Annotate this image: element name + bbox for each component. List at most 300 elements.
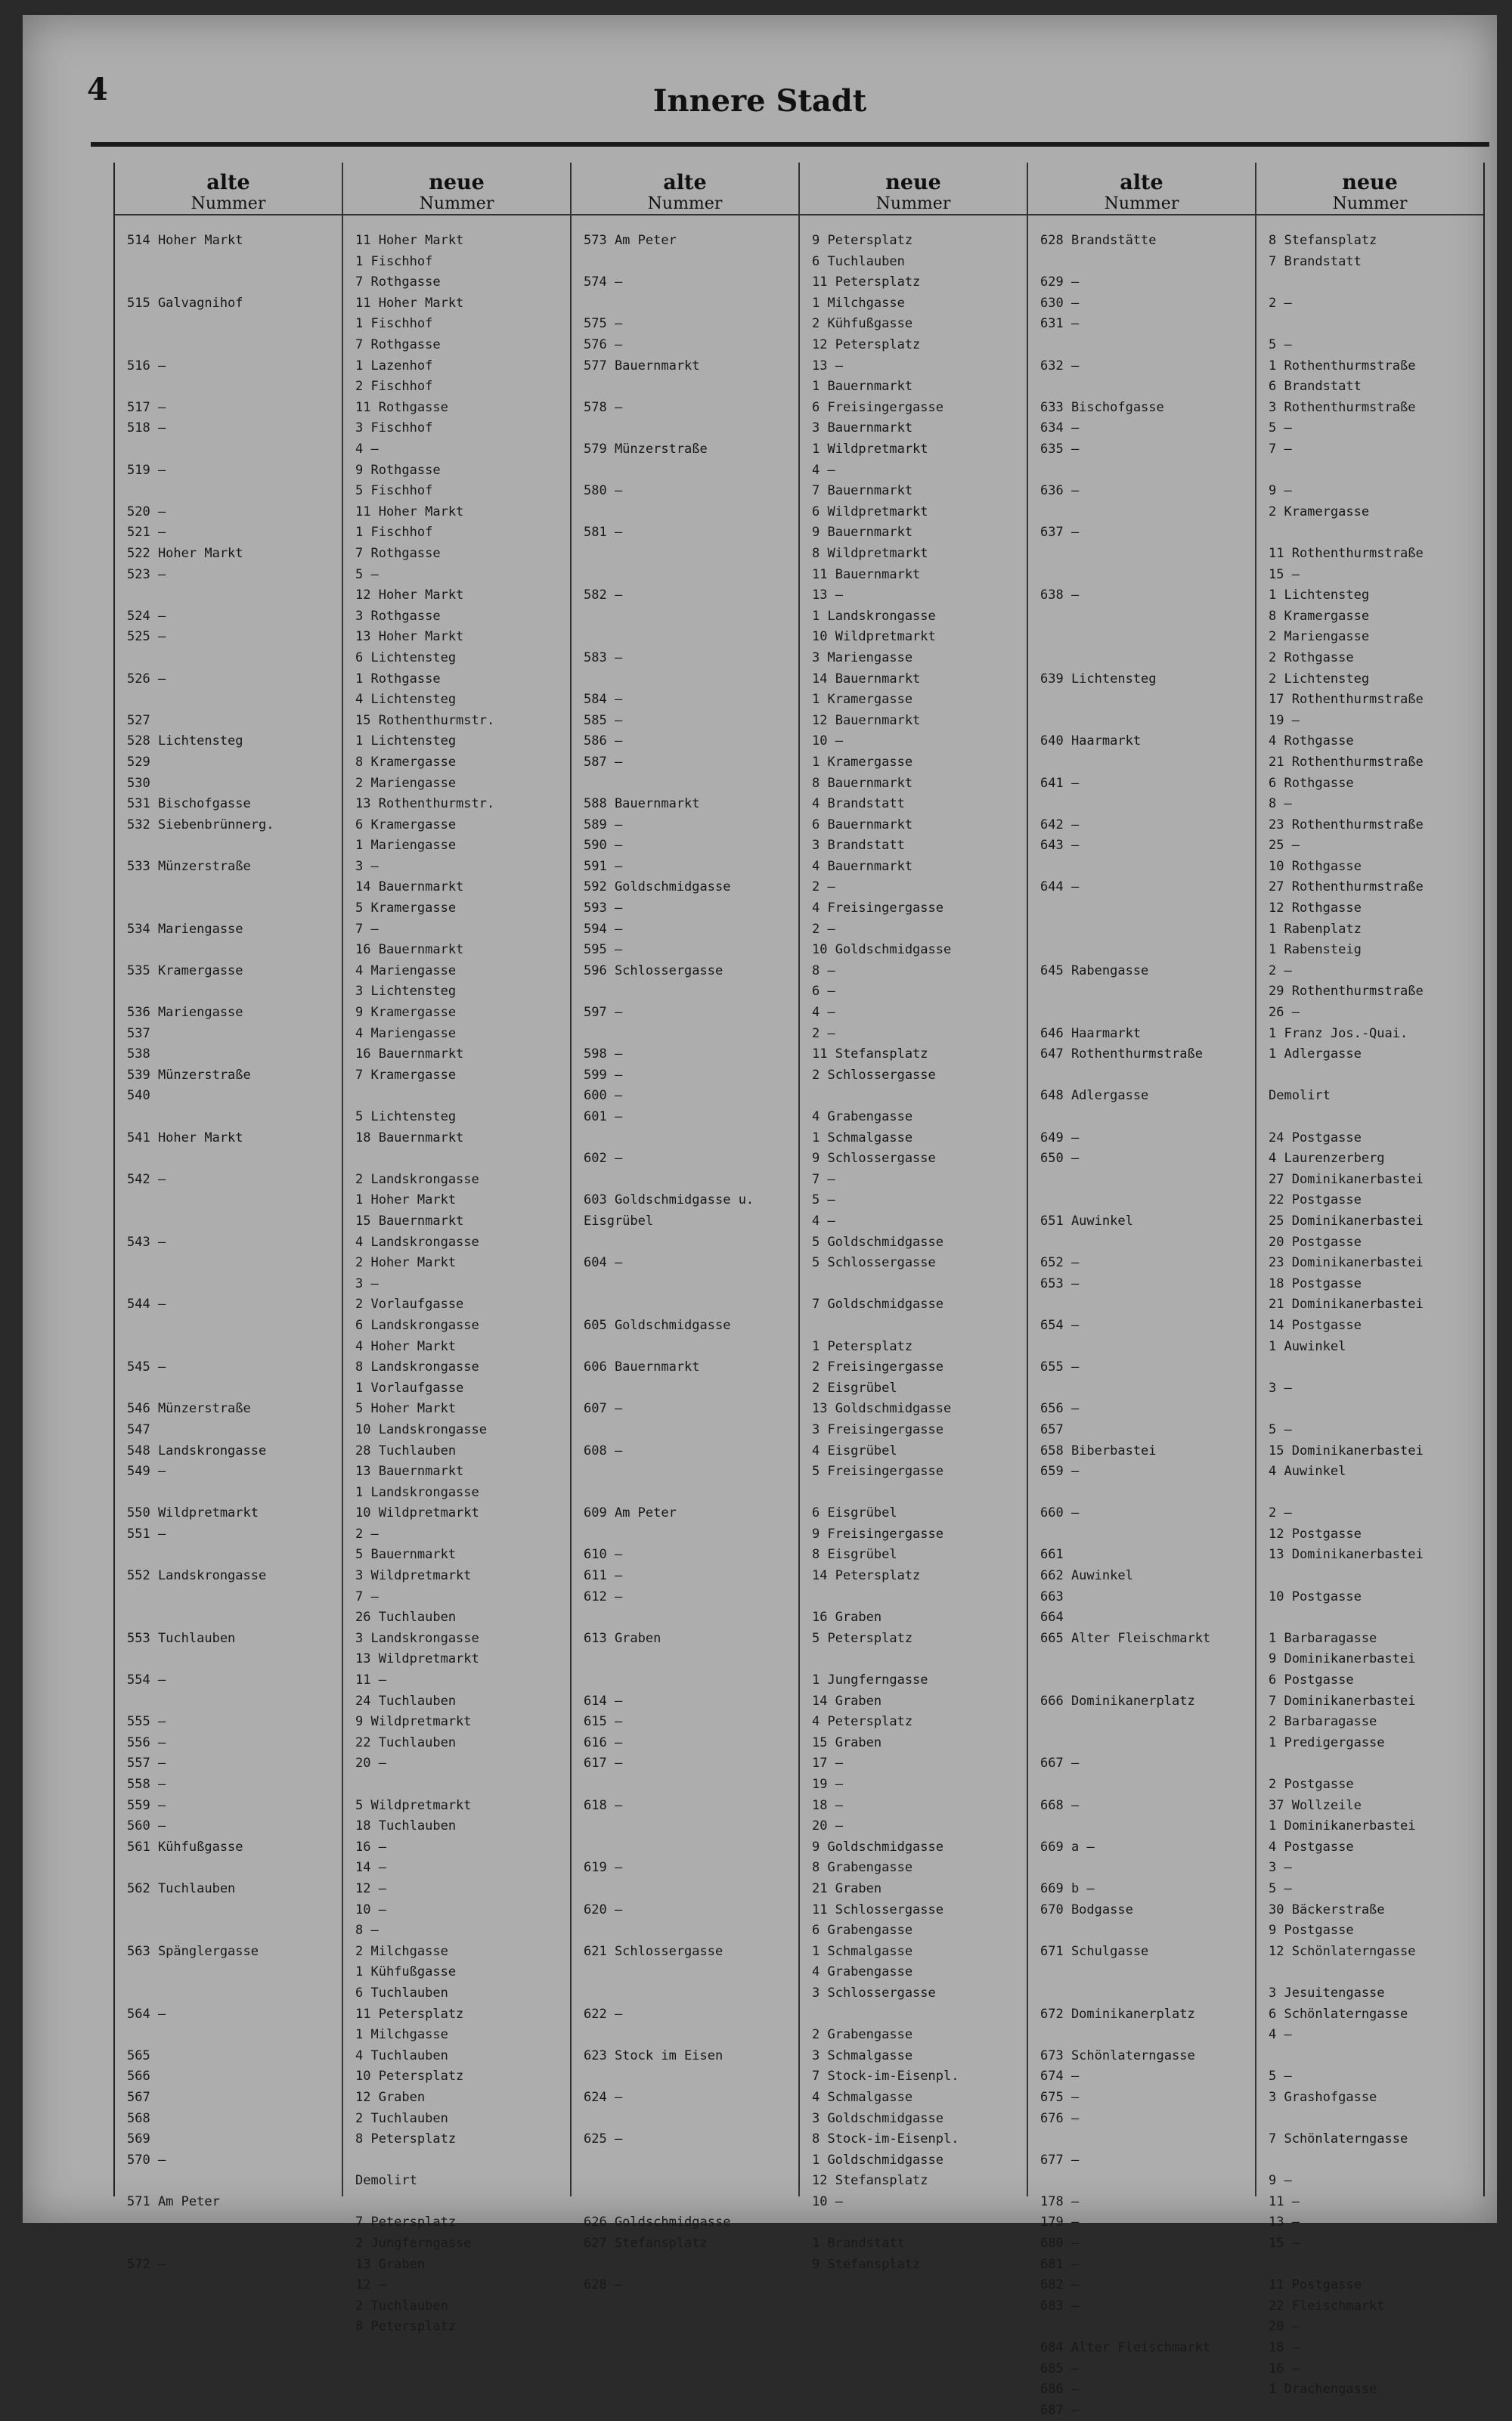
table-entry [1040,1816,1244,1837]
table-entry [1269,2255,1473,2276]
table-entry: 646 Haarmarkt [1040,1025,1142,1041]
table-entry: 591 — [584,858,623,874]
table-entry: 537 [127,1025,150,1041]
table-entry: 556 — [127,1734,166,1750]
header-line-2: Nummer [647,194,723,213]
table-entry [1040,1232,1244,1254]
table-entry [584,1920,788,1942]
table-entry: 659 — [1040,1464,1080,1480]
table-entry: 573 Am Peter [584,233,677,249]
table-entry: 12 Postgasse [1269,1526,1362,1542]
table-entry: 6 Tuchlauben [355,1985,448,2001]
table-entry [584,565,788,586]
table-entry: 658 Biberbastei [1040,1443,1157,1458]
table-entry: 1 Drachengasse [1269,2382,1377,2398]
table-entry [584,418,788,439]
header-line-2: Nummer [191,194,266,213]
table-entry [584,2255,788,2276]
table-entry: 1 Hoher Markt [355,1192,457,1208]
table-entry: Demolirt [355,2173,417,2189]
table-entry: 630 — [1040,295,1080,311]
column-2 [343,163,572,2335]
table-entry: 7 Kramergasse [355,1067,457,1083]
table-entry: 37 Wollzeile [1269,1797,1362,1813]
table-entry: 13 — [1269,2215,1300,2230]
table-entry: 1 Kühfußgasse [355,1964,457,1980]
table-entry: 11 — [355,1672,386,1688]
table-entry: 639 Lichtensteg [1040,671,1157,687]
table-entry: 4 Bauernmarkt [812,858,913,874]
table-entry: 2 Mariengasse [1269,629,1370,645]
table-entry: 621 Schlossergasse [584,1943,723,1959]
table-entry: 2 — [1269,295,1292,311]
table-entry: 13 — [812,358,843,374]
table-entry: 1 Fischhof [355,253,433,269]
table-entry: 11 Hoher Markt [355,504,464,519]
table-entry: 5 — [1269,337,1292,353]
table-entry: 16 — [355,1839,386,1855]
table-entry: 1 Barbaragasse [1269,1630,1377,1646]
table-entry: 7 — [355,921,379,937]
table-entry [584,1232,788,1254]
table-entry [1269,1483,1473,1504]
table-entry: 620 — [584,1902,623,1917]
table-entry: 4 Rothgasse [1269,733,1354,749]
table-entry [584,1274,788,1295]
table-entry: 26 — [1269,1005,1300,1021]
table-entry: 22 Tuchlauben [355,1734,457,1750]
table-entry: 6 Landskrongasse [355,1317,479,1333]
table-entry: 2 Kramergasse [1269,504,1370,519]
top-rule [91,142,1489,147]
table-entry [1040,2171,1244,2192]
table-entry [1040,627,1244,648]
table-entry: 2 Postgasse [1269,1777,1354,1793]
table-entry: 1 Brandstatt [812,2236,905,2252]
table-entry [127,898,331,919]
table-entry [584,1483,788,1504]
table-entry: 3 Brandstatt [812,838,905,854]
table-entry: 2 Vorlaufgasse [355,1297,464,1313]
table-entry: 10 Postgasse [1269,1589,1362,1604]
table-entry: 686 — [1040,2382,1080,2398]
table-entry: 2 Schlossergasse [812,1067,936,1083]
table-entry: 1 Predigergasse [1269,1734,1385,1750]
table-entry: 9 Petersplatz [812,233,913,249]
table-entry: 529 [127,754,150,770]
table-entry [1040,690,1244,711]
table-entry: 575 — [584,316,623,332]
table-entry: 11 Postgasse [1269,2277,1362,2293]
table-entry [1040,940,1244,961]
header-line-1: neue [429,171,485,194]
table-entry: 7 Rothgasse [355,274,441,290]
table-entry [127,1587,331,1608]
table-entry: 14 Bauernmarkt [355,879,464,895]
table-entry: 6 — [812,984,835,1000]
table-entry: 15 — [1269,566,1300,582]
table-entry [1040,794,1244,815]
table-entry: 28 Tuchlauben [355,1443,457,1458]
table-entry: 18 — [1269,2340,1300,2356]
table-entry: 18 Postgasse [1269,1276,1362,1291]
table-entry [127,1274,331,1295]
table-entry: 5 — [355,566,379,582]
column-header [343,163,570,215]
table-entry [584,1775,788,1796]
table-entry: 610 — [584,1547,623,1563]
table-entry [355,2192,559,2213]
column-header [800,163,1027,215]
table-entry [1040,1378,1244,1400]
table-entry: 2 Tuchlauben [355,2110,448,2126]
table-entry: 655 — [1040,1359,1080,1375]
table-entry: 1 Auwinkel [1269,1338,1346,1354]
table-entry: 5 — [812,1192,835,1208]
table-entry: 601 — [584,1109,623,1125]
table-entry: 6 Lichtensteg [355,649,457,665]
header-line-1: alte [663,171,707,194]
table-entry: 1 Rabensteig [1269,942,1362,958]
table-entry: 7 — [1269,442,1292,457]
table-entry: 14 Graben [812,1693,882,1709]
table-entry [127,940,331,961]
table-entry: 1 Schmalgasse [812,1130,913,1145]
table-entry [812,2004,1016,2026]
table-entry: 672 Dominikanerplatz [1040,2006,1195,2022]
table-entry: 541 Hoher Markt [127,1130,243,1145]
table-entry: 3 Rothgasse [355,608,441,624]
table-entry: 533 Münzerstraße [127,858,251,874]
table-entry: 1 Vorlaufgasse [355,1380,464,1396]
table-entry: 3 Schmalgasse [812,2047,913,2063]
table-entry [1040,648,1244,669]
table-entry: 587 — [584,754,623,770]
table-entry: 1 Wildpretmarkt [812,442,928,457]
table-entry: 564 — [127,2006,166,2022]
table-entry: 578 — [584,399,623,415]
table-entry: 552 Landskrongasse [127,1568,267,1584]
table-entry: 644 — [1040,879,1080,895]
table-entry: 2 — [1269,963,1292,978]
table-entry: 685 — [1040,2361,1080,2376]
column-header [1028,163,1255,215]
table-entry: 11 Hoher Markt [355,233,464,249]
table-entry: 522 Hoher Markt [127,545,243,561]
table-entry: 1 Landskrongasse [812,608,936,624]
column-body [1028,215,1255,2421]
table-entry: 9 Dominikanerbastei [1269,1651,1416,1667]
table-entry [584,1294,788,1316]
table-entry: 561 Kühfußgasse [127,1839,243,1855]
table-entry: 14 Postgasse [1269,1317,1362,1333]
table-entry: 8 Eisgrübel [812,1547,897,1563]
table-entry: 4 — [812,1005,835,1021]
table-entry [127,272,331,293]
table-entry: 549 — [127,1464,166,1480]
table-entry: 7 Rothgasse [355,337,441,353]
table-entry: 642 — [1040,817,1080,832]
table-entry: 622 — [584,2006,623,2022]
header-line-2: Nummer [875,194,951,213]
table-entry [584,2109,788,2130]
table-entry: 1 Lichtensteg [355,733,457,749]
table-entry: 3 Bauernmarkt [812,420,913,436]
table-entry: 617 — [584,1756,623,1772]
table-entry: 13 Wildpretmarkt [355,1651,479,1667]
table-entry: 18 Tuchlauben [355,1818,457,1834]
table-entry: 8 Petersplatz [355,2319,457,2335]
table-entry: 597 — [584,1005,623,1021]
table-entry [1269,2150,1473,2171]
column-header [572,163,798,215]
column-body [343,215,570,2338]
table-entry: 671 Schulgasse [1040,1943,1149,1959]
table-entry [127,981,331,1003]
table-entry [127,2233,331,2255]
table-entry: 615 — [584,1714,623,1730]
table-entry: 677 — [1040,2152,1080,2168]
header-line-2: Nummer [419,194,494,213]
table-entry: 29 Rothenthurmstraße [1269,984,1424,1000]
table-entry: 636 — [1040,483,1080,499]
table-entry [127,1900,331,1921]
table-entry: 6 Grabengasse [812,1923,913,1939]
table-entry [127,877,331,898]
table-entry: 12 Stefansplatz [812,2173,928,2189]
table-entry: 611 — [584,1568,623,1584]
table-entry [812,1086,1016,1107]
table-entry: 555 — [127,1714,166,1730]
table-entry: 668 — [1040,1797,1080,1813]
table-entry [584,2150,788,2171]
table-entry: 17 Rothenthurmstraße [1269,692,1424,708]
table-entry [355,1086,559,1107]
table-entry: 641 — [1040,775,1080,791]
table-entry [584,1337,788,1358]
table-entry: 635 — [1040,442,1080,457]
column-3 [572,163,800,2293]
table-entry [127,648,331,669]
table-entry: 5 Goldschmidgasse [812,1234,943,1250]
table-entry [127,1190,331,1211]
table-entry: 9 — [1269,483,1292,499]
table-entry: 592 Goldschmidgasse [584,879,731,895]
table-entry [1040,1920,1244,1942]
table-entry: 4 Hoher Markt [355,1338,457,1354]
table-entry: 1 Franz Jos.-Quai. [1269,1025,1408,1041]
table-entry: 16 Graben [812,1610,882,1626]
table-entry: 9 Freisingergasse [812,1526,943,1542]
table-entry: 25 — [1269,838,1300,854]
table-entry: 16 Bauernmarkt [355,1046,464,1062]
table-entry [1040,1107,1244,1128]
table-entry: 6 Eisgrübel [812,1505,897,1521]
table-entry [1040,752,1244,773]
document-page [23,15,1497,2418]
table-entry: 670 Bodgasse [1040,1902,1133,1917]
table-entry: 681 — [1040,2256,1080,2272]
table-entry: 18 — [812,1797,843,1813]
table-entry: 616 — [584,1734,623,1750]
table-entry [812,1274,1016,1295]
table-entry: 542 — [127,1171,166,1187]
table-entry: 19 — [1269,712,1300,728]
table-entry: 614 — [584,1693,623,1709]
table-entry [127,1316,331,1337]
table-entry: 606 Bauernmarkt [584,1359,700,1375]
table-entry [1040,2317,1244,2338]
table-entry: 589 — [584,817,623,832]
table-entry: 4 Freisingergasse [812,901,943,916]
table-entry: 23 Dominikanerbastei [1269,1255,1424,1271]
table-entry: 10 Goldschmidgasse [812,942,952,958]
table-entry: 4 Schmalgasse [812,2089,913,2105]
table-entry: 586 — [584,733,623,749]
table-entry: 607 — [584,1401,623,1417]
table-entry [584,1962,788,1983]
table-entry: 652 — [1040,1255,1080,1271]
table-entry: 673 Schönlaterngasse [1040,2047,1195,2063]
table-entry [1040,1003,1244,1024]
column-4 [800,163,1028,2272]
table-entry: 4 Landskrongasse [355,1234,479,1250]
table-entry: 5 Lichtensteg [355,1109,457,1125]
table-entry: 3 Goldschmidgasse [812,2110,943,2126]
table-entry: 650 — [1040,1151,1080,1167]
table-entry: 581 — [584,525,623,541]
table-entry [1040,544,1244,565]
table-entry: 2 — [812,879,835,895]
table-entry [127,1858,331,1879]
table-entry: 6 Freisingergasse [812,399,943,415]
table-entry: 525 — [127,629,166,645]
table-entry: 676 — [1040,2110,1080,2126]
table-entry: 647 Rothenthurmstraße [1040,1046,1203,1062]
table-entry: 534 Mariengasse [127,921,243,937]
table-entry [1040,1337,1244,1358]
table-entry [1040,1733,1244,1754]
table-entry [584,669,788,690]
table-entry: 13 Goldschmidgasse [812,1401,952,1417]
table-entry: 12 Graben [355,2089,426,2105]
table-entry: 1 Rothenthurmstraße [1269,358,1416,374]
table-entry: 528 Lichtensteg [127,733,243,749]
table-entry: 11 Rothgasse [355,399,448,415]
table-entry [584,1837,788,1858]
table-entry: 12 Schönlaterngasse [1269,1943,1416,1959]
table-entry: 603 Goldschmidgasse u. [584,1192,754,1208]
header-line-1: alte [206,171,250,194]
table-entry: 12 — [355,1880,386,1896]
table-entry: 6 Rothgasse [1269,775,1354,791]
table-entry [1040,1524,1244,1545]
table-entry [1040,502,1244,523]
table-entry: 8 Wildpretmarkt [812,545,928,561]
table-entry: 543 — [127,1234,166,1250]
table-entry: 653 — [1040,1276,1080,1291]
table-entry: 662 Auwinkel [1040,1568,1133,1584]
table-entry: 598 — [584,1046,623,1062]
table-entry: 629 — [1040,274,1080,290]
table-entry: 640 Haarmarkt [1040,733,1142,749]
table-entry [584,2171,788,2192]
table-entry [1040,857,1244,878]
table-entry: 632 — [1040,358,1080,374]
table-entry [127,1962,331,1983]
table-entry: 5 Wildpretmarkt [355,1797,472,1813]
table-entry: 687 — [1040,2402,1080,2418]
table-entry: 11 Rothenthurmstraße [1269,545,1424,561]
table-entry [127,1983,331,2004]
table-entry [127,1149,331,1170]
table-entry [1269,522,1473,544]
table-entry: 604 — [584,1255,623,1271]
table-entry: 609 Am Peter [584,1505,677,1521]
table-entry [584,1649,788,1670]
table-entry: 7 Stock-im-Eisenpl. [812,2069,959,2085]
table-entry [1269,272,1473,293]
table-entry: 3 Grashofgasse [1269,2089,1377,2105]
table-entry: 682 — [1040,2277,1080,2293]
table-entry: 30 Bäckerstraße [1269,1902,1385,1917]
table-entry: 1 Kramergasse [812,754,913,770]
table-entry: 18 Bauernmarkt [355,1130,464,1145]
table-entry [584,1879,788,1900]
table-entry: 551 — [127,1526,166,1542]
table-entry: 4 — [812,1213,835,1229]
table-entry: 654 — [1040,1317,1080,1333]
table-entry: 25 Dominikanerbastei [1269,1213,1424,1229]
table-entry: 1 Goldschmidgasse [812,2152,943,2168]
table-entry [1040,377,1244,398]
table-entry: 7 Rothgasse [355,545,441,561]
table-entry: 179 — [1040,2215,1080,2230]
table-entry: 27 Dominikanerbastei [1269,1171,1424,1187]
table-entry [1040,606,1244,628]
table-entry: 553 Tuchlauben [127,1630,236,1646]
table-entry: 1 Adlergasse [1269,1046,1362,1062]
table-entry: 3 — [355,858,379,874]
table-entry [584,460,788,482]
table-entry: 5 Schlossergasse [812,1255,936,1271]
table-entry: 579 Münzerstraße [584,442,708,457]
table-entry [1040,1483,1244,1504]
table-entry: 2 Fischhof [355,379,433,395]
table-entry: 10 Petersplatz [355,2069,464,2085]
table-entry [1040,919,1244,941]
table-entry: 3 Freisingergasse [812,1421,943,1437]
table-entry [127,585,331,606]
table-entry [812,1587,1016,1608]
table-entry: 633 Bischofgasse [1040,399,1164,415]
table-entry: 583 — [584,649,623,665]
table-entry: 619 — [584,1860,623,1876]
table-entry: 608 — [584,1443,623,1458]
table-entry: 13 Dominikanerbastei [1269,1547,1424,1563]
column-body [572,215,798,2296]
table-entry: 2 Jungferngasse [355,2236,472,2252]
table-entry [127,314,331,335]
table-entry: 6 Tuchlauben [812,253,905,269]
table-entry: 8 Landskrongasse [355,1359,479,1375]
table-entry: 544 — [127,1297,166,1313]
table-entry: 2 Tuchlauben [355,2298,448,2314]
table-entry: Demolirt [1269,1088,1331,1104]
table-entry: 3 Mariengasse [812,649,913,665]
table-entry: 13 Rothenthurmstr. [355,796,495,812]
table-entry: 2 Landskrongasse [355,1171,479,1187]
